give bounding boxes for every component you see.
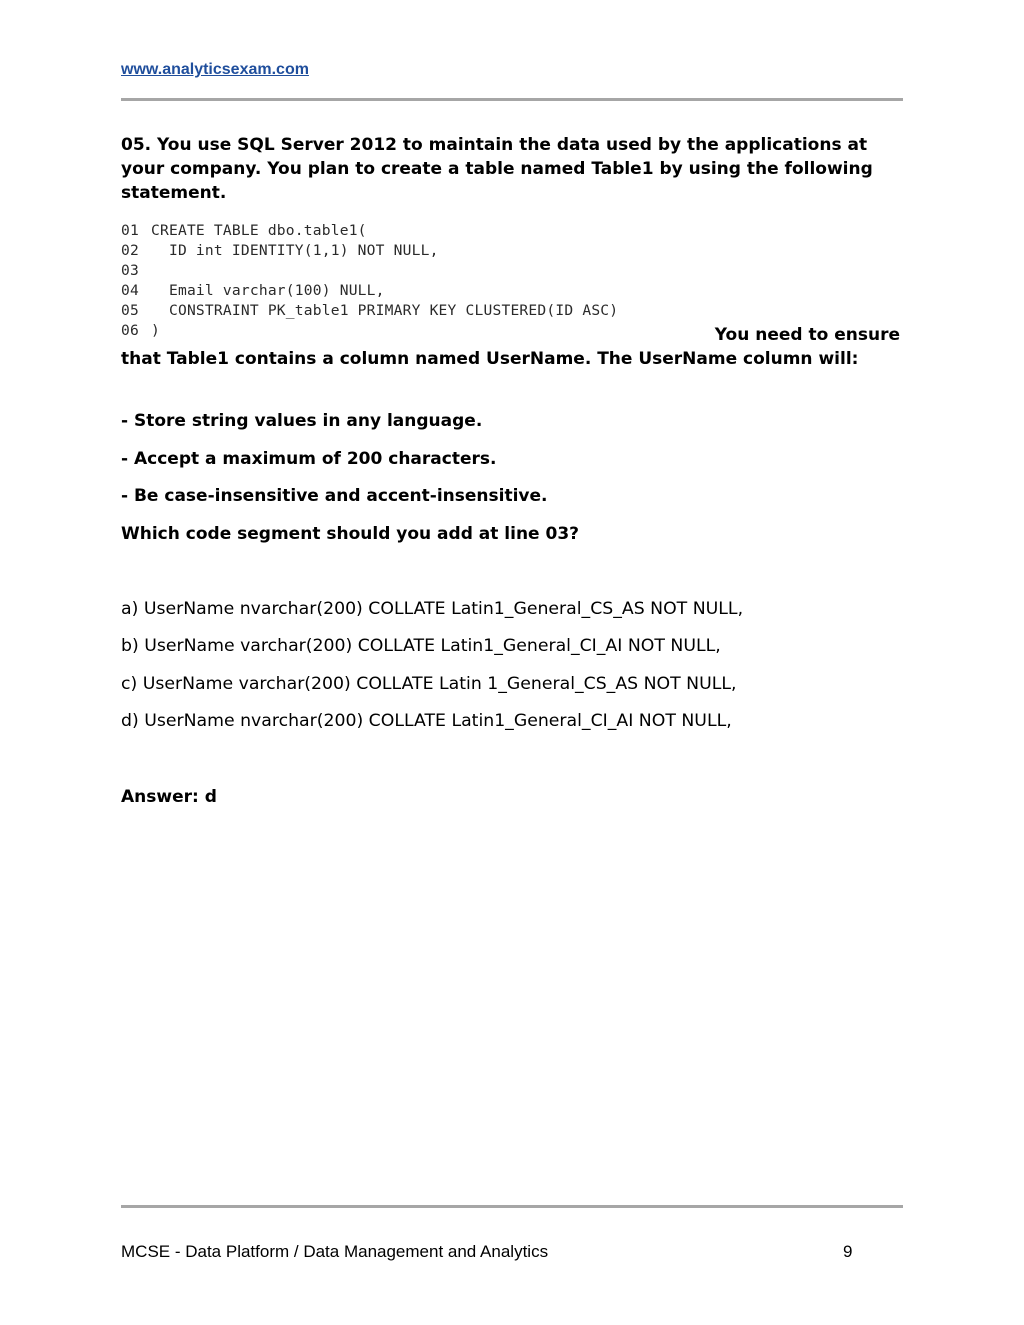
code-line-number: 03 xyxy=(121,262,139,279)
code-line-number: 01 xyxy=(121,222,139,239)
ensure-text-start: You need to ensure xyxy=(714,325,900,345)
code-line-text: CREATE TABLE dbo.table1( xyxy=(151,222,367,239)
code-line-text: ID int IDENTITY(1,1) NOT NULL, xyxy=(151,242,439,259)
site-link[interactable]: www.analyticsexam.com xyxy=(121,61,309,78)
header-divider xyxy=(121,98,903,101)
footer-divider xyxy=(121,1205,903,1208)
question-intro: 05. You use SQL Server 2012 to maintain the data used by the applications at your company. You plan to create a table named Table1 by using the following statement. xyxy=(121,135,873,203)
ensure-text-continued: that Table1 contains a column named UserName. The UserName column will: xyxy=(121,349,859,369)
code-line xyxy=(121,221,618,241)
code-line xyxy=(121,281,618,301)
code-line-number: 05 xyxy=(121,302,139,319)
code-line-number: 06 xyxy=(121,322,139,339)
answer-option-d[interactable]: d) UserName nvarchar(200) COLLATE Latin1_General_CI_AI NOT NULL, xyxy=(121,711,732,731)
answer-option-b[interactable]: b) UserName varchar(200) COLLATE Latin1_General_CI_AI NOT NULL, xyxy=(121,636,721,656)
answer-option-a[interactable]: a) UserName nvarchar(200) COLLATE Latin1_General_CS_AS NOT NULL, xyxy=(121,599,744,619)
code-line-text: ) xyxy=(151,322,160,339)
code-line-number: 04 xyxy=(121,282,139,299)
code-line xyxy=(121,241,618,261)
answer-option-c[interactable]: c) UserName varchar(200) COLLATE Latin 1_General_CS_AS NOT NULL, xyxy=(121,674,737,694)
footer-title: MCSE - Data Platform / Data Management and Analytics xyxy=(121,1242,549,1261)
code-line xyxy=(121,321,618,341)
page-number: 9 xyxy=(843,1242,853,1261)
requirement-item: - Accept a maximum of 200 characters. xyxy=(121,449,497,469)
question-prompt: Which code segment should you add at line 03? xyxy=(121,524,580,544)
code-line xyxy=(121,261,618,281)
code-line xyxy=(121,301,618,321)
requirement-item: - Store string values in any language. xyxy=(121,411,483,431)
answer-text: Answer: d xyxy=(121,787,217,807)
code-line-text: Email varchar(100) NULL, xyxy=(151,282,385,299)
sql-code-block xyxy=(121,221,618,341)
requirement-item: - Be case-insensitive and accent-insensitive. xyxy=(121,486,548,506)
code-line-text: CONSTRAINT PK_table1 PRIMARY KEY CLUSTERED(ID ASC) xyxy=(151,302,619,319)
code-line-number: 02 xyxy=(121,242,139,259)
